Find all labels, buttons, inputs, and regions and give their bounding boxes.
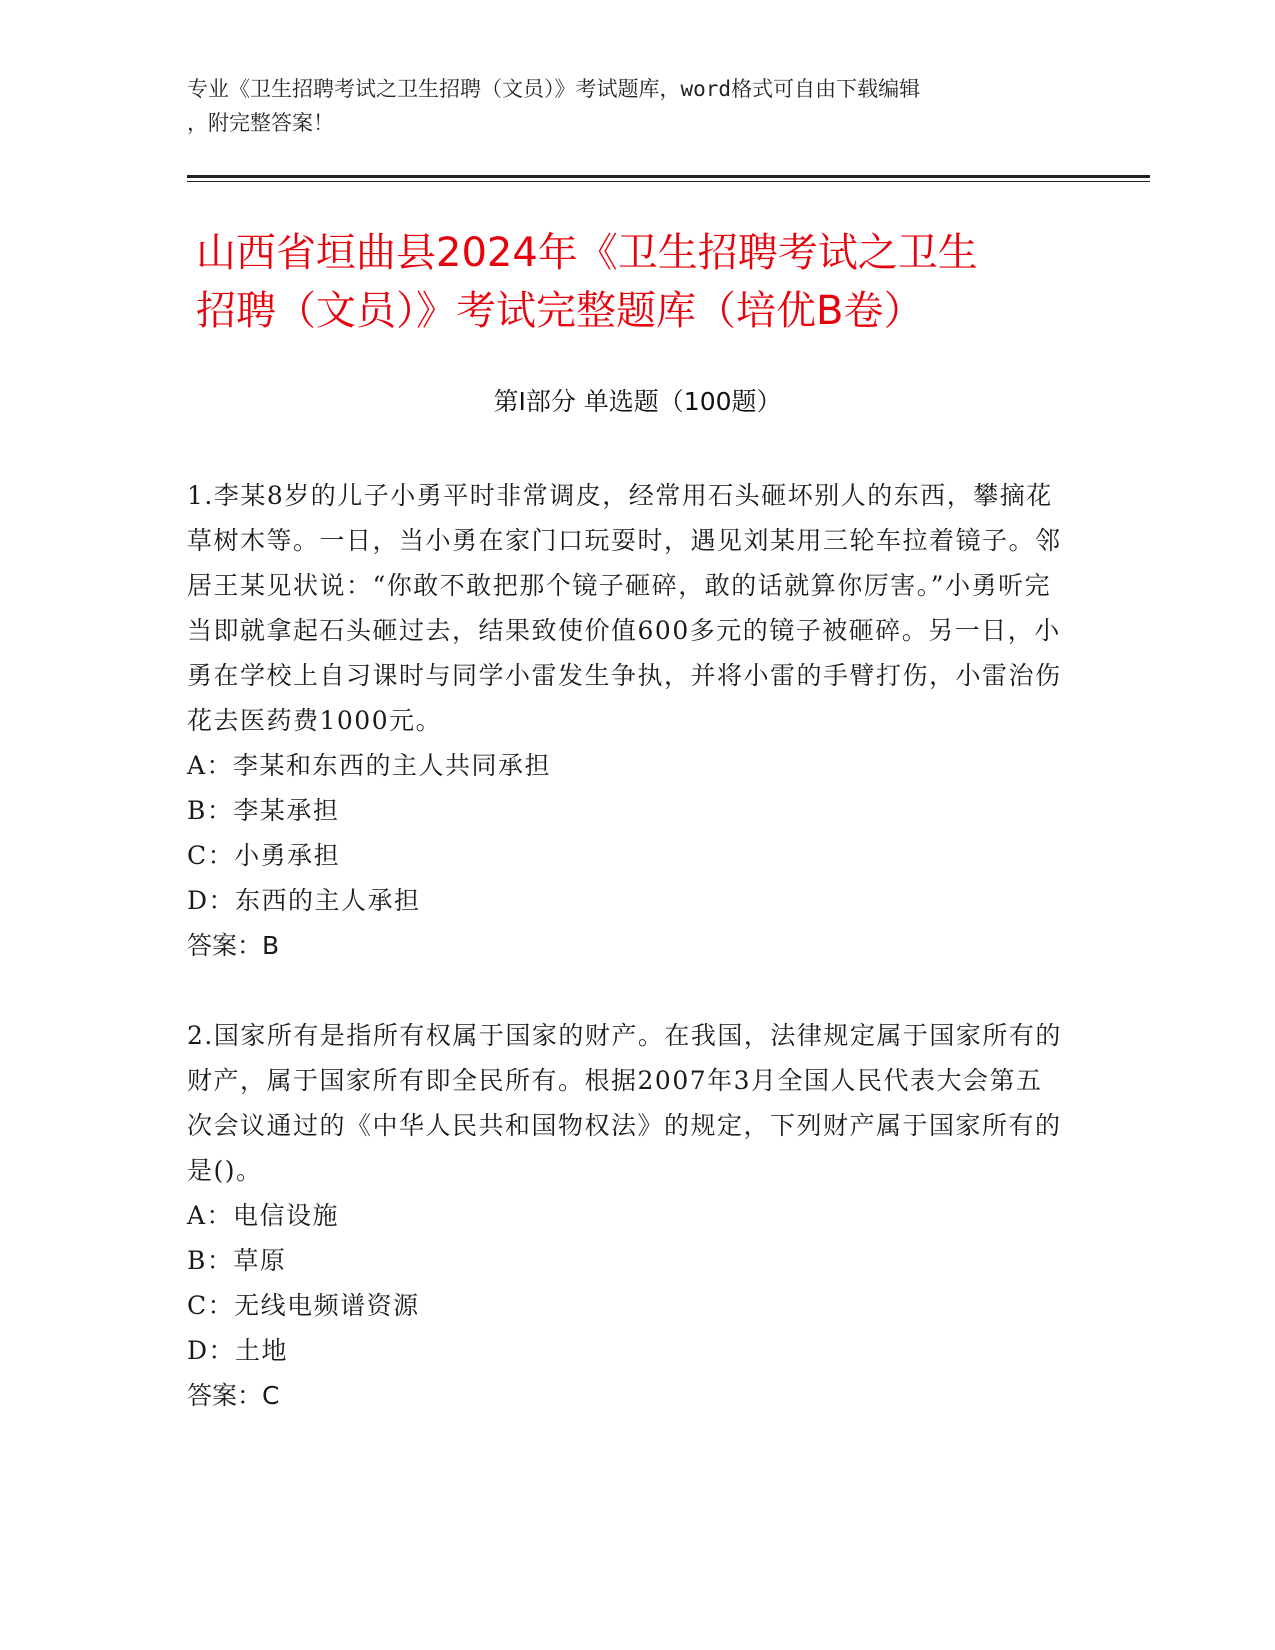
option-c: C：无线电频谱资源	[187, 1291, 420, 1320]
document-title-line-2: 招聘（文员）》考试完整题库（培优B卷）	[196, 288, 924, 334]
header-divider-thick	[187, 175, 1150, 178]
answer-line: 答案：C	[187, 1381, 280, 1410]
section-heading: 第Ⅰ部分 单选题（100题）	[493, 387, 782, 416]
question-1	[187, 473, 1067, 968]
header-note-line-1: 专业《卫生招聘考试之卫生招聘（文员）》考试题库，word格式可自由下载编辑	[187, 77, 921, 101]
header-divider-thin	[187, 181, 1150, 182]
header-note-line-2: ，附完整答案！	[187, 111, 334, 135]
question-list	[187, 473, 1067, 1463]
option-c: C：小勇承担	[187, 841, 341, 870]
answer-line: 答案：B	[187, 931, 280, 960]
option-b: B：李某承担	[187, 796, 340, 825]
question-2	[187, 1013, 1067, 1418]
option-d: D：东西的主人承担	[187, 886, 421, 915]
option-d: D：土地	[187, 1336, 289, 1365]
question-stem: 1.李某8岁的儿子小勇平时非常调皮，经常用石头砸坏别人的东西，攀摘花草树木等。一日，当小勇在家门口玩耍时，遇见刘某用三轮车拉着镜子。邻居王某见状说：“你敢不敢把那个镜子砸碎，敢的话就算你厉害。”小勇听完当即就拿起石头砸过去，结果致使价值600多元的镜子被砸碎。另一日，小勇在学校上自习课时与同学小雷发生争执，并将小雷的手臂打伤，小雷治伤花去医药费1000元。	[187, 481, 1062, 735]
header-note	[187, 72, 1067, 140]
option-a: A：李某和东西的主人共同承担	[187, 751, 552, 780]
document-title-line-1: 山西省垣曲县2024年《卫生招聘考试之卫生	[196, 230, 978, 276]
option-b: B：草原	[187, 1246, 287, 1275]
document-title	[196, 224, 1096, 340]
question-stem: 2.国家所有是指所有权属于国家的财产。在我国，法律规定属于国家所有的财产，属于国家所有即全民所有。根据2007年3月全国人民代表大会第五次会议通过的《中华人民共和国物权法》的规定，下列财产属于国家所有的是()。	[187, 1021, 1062, 1185]
option-a: A：电信设施	[187, 1201, 340, 1230]
